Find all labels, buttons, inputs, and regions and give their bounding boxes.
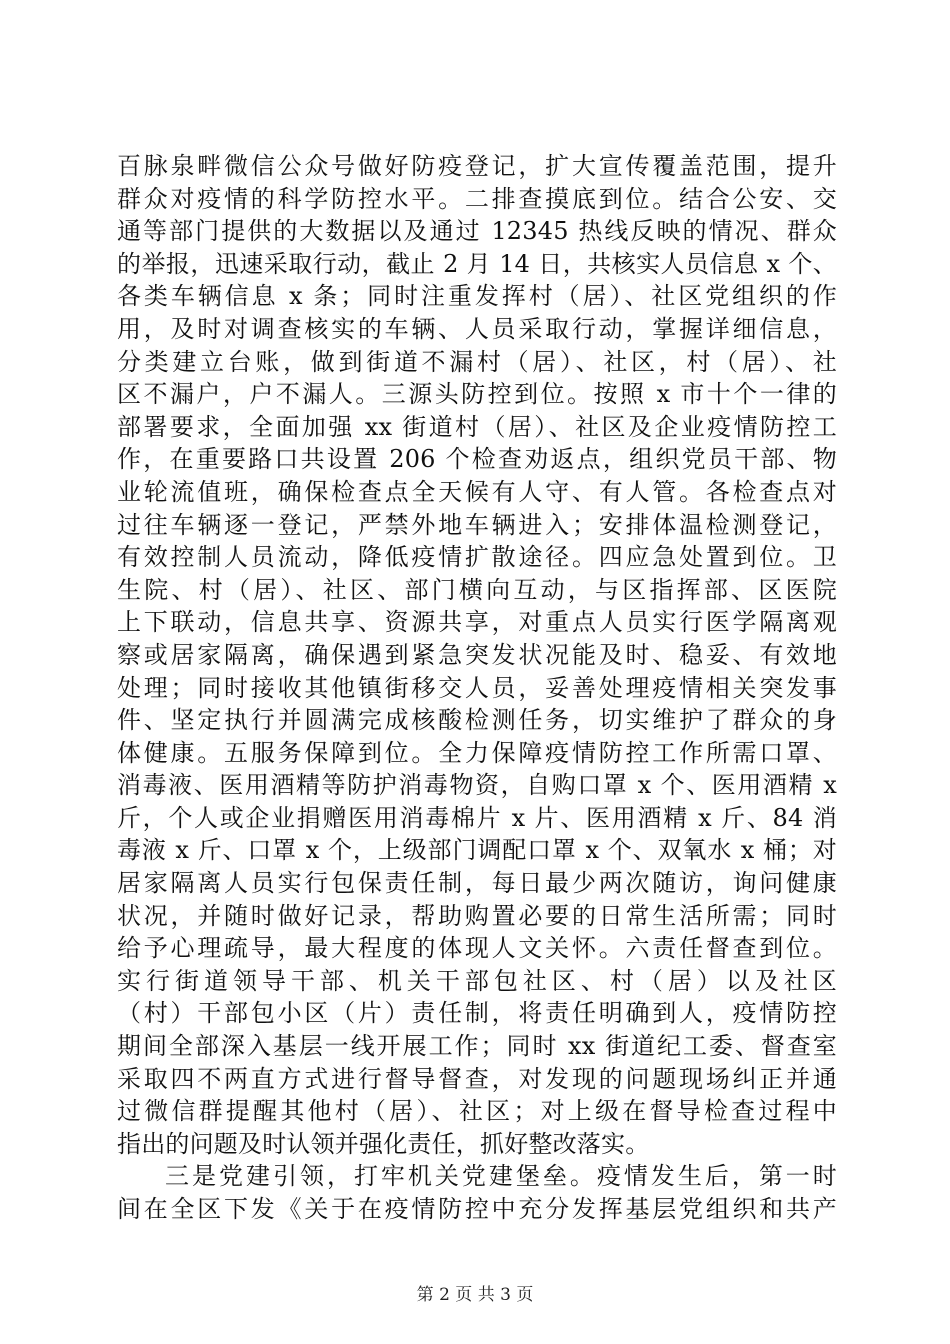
text-line: 消毒液、医用酒精等防护消毒物资，自购口罩 x 个、医用酒精 x — [117, 771, 837, 800]
page-number-footer: 第 2 页 共 3 页 — [416, 1285, 534, 1305]
text-line: 件、坚定执行并圆满完成核酸检测任务，切实维护了群众的身 — [117, 706, 837, 735]
text-line: 的举报，迅速采取行动，截止 2 月 14 日，共核实人员信息 x 个、 — [117, 249, 837, 278]
text-line: （村）干部包小区（片）责任制，将责任明确到人，疫情防控 — [117, 999, 837, 1028]
text-line: 作，在重要路口共设置 206 个检查劝返点，组织党员干部、物 — [117, 445, 837, 474]
text-line: 给予心理疏导，最大程度的体现人文关怀。六责任督查到位。 — [117, 934, 837, 963]
text-line: 有效控制人员流动，降低疫情扩散途径。四应急处置到位。卫 — [117, 543, 837, 572]
body-text — [117, 150, 837, 1226]
text-line: 毒液 x 斤、口罩 x 个，上级部门调配口罩 x 个、双氧水 x 桶；对 — [117, 836, 837, 865]
text-line: 百脉泉畔微信公众号做好防疫登记，扩大宣传覆盖范围，提升 — [117, 152, 837, 180]
text-line: 期间全部深入基层一线开展工作；同时 xx 街道纪工委、督查室 — [117, 1032, 837, 1061]
text-line: 体健康。五服务保障到位。全力保障疫情防控工作所需口罩、 — [117, 738, 837, 767]
text-line: 各类车辆信息 x 条；同时注重发挥村（居）、社区党组织的作 — [117, 282, 837, 311]
text-line: 采取四不两直方式进行督导督查，对发现的问题现场纠正并通 — [117, 1064, 837, 1093]
text-line: 上下联动，信息共享、资源共享，对重点人员实行医学隔离观 — [117, 608, 837, 637]
paragraph-end-line: 指出的问题及时认领并强化责任，抓好整改落实。 — [117, 1129, 650, 1158]
text-line: 间在全区下发《关于在疫情防控中充分发挥基层党组织和共产 — [117, 1195, 837, 1223]
text-line: 区不漏户，户不漏人。三源头防控到位。按照 x 市十个一律的 — [117, 380, 837, 409]
text-line: 察或居家隔离，确保遇到紧急突发状况能及时、稳妥、有效地 — [117, 640, 837, 669]
text-line: 斤，个人或企业捐赠医用消毒棉片 x 片、医用酒精 x 斤、84 消 — [117, 803, 837, 832]
text-line: 处理；同时接收其他镇街移交人员，妥善处理疫情相关突发事 — [117, 673, 837, 702]
text-line: 生院、村（居）、社区、部门横向互动，与区指挥部、区医院 — [117, 575, 837, 604]
text-line: 分类建立台账，做到街道不漏村（居）、社区，村（居）、社 — [117, 347, 837, 376]
text-line: 用，及时对调查核实的车辆、人员采取行动，掌握详细信息， — [117, 314, 837, 343]
text-line: 群众对疫情的科学防控水平。二排查摸底到位。结合公安、交 — [117, 184, 837, 213]
text-line: 过往车辆逐一登记，严禁外地车辆进入；安排体温检测登记， — [117, 510, 837, 539]
text-line: 过微信群提醒其他村（居）、社区；对上级在督导检查过程中 — [117, 1097, 837, 1126]
text-line: 通等部门提供的大数据以及通过 12345 热线反映的情况、群众 — [117, 217, 837, 246]
text-line: 居家隔离人员实行包保责任制，每日最少两次随访，询问健康 — [117, 869, 837, 898]
text-line: 部署要求，全面加强 xx 街道村（居）、社区及企业疫情防控工 — [117, 412, 837, 441]
text-line: 状况，并随时做好记录，帮助购置必要的日常生活所需；同时 — [117, 901, 837, 930]
text-line: 实行街道领导干部、机关干部包社区、村（居）以及社区 — [117, 966, 837, 995]
paragraph-start-line: 三是党建引领，打牢机关党建堡垒。疫情发生后，第一时 — [165, 1162, 837, 1191]
text-line: 业轮流值班，确保检查点全天候有人守、有人管。各检查点对 — [117, 477, 837, 506]
